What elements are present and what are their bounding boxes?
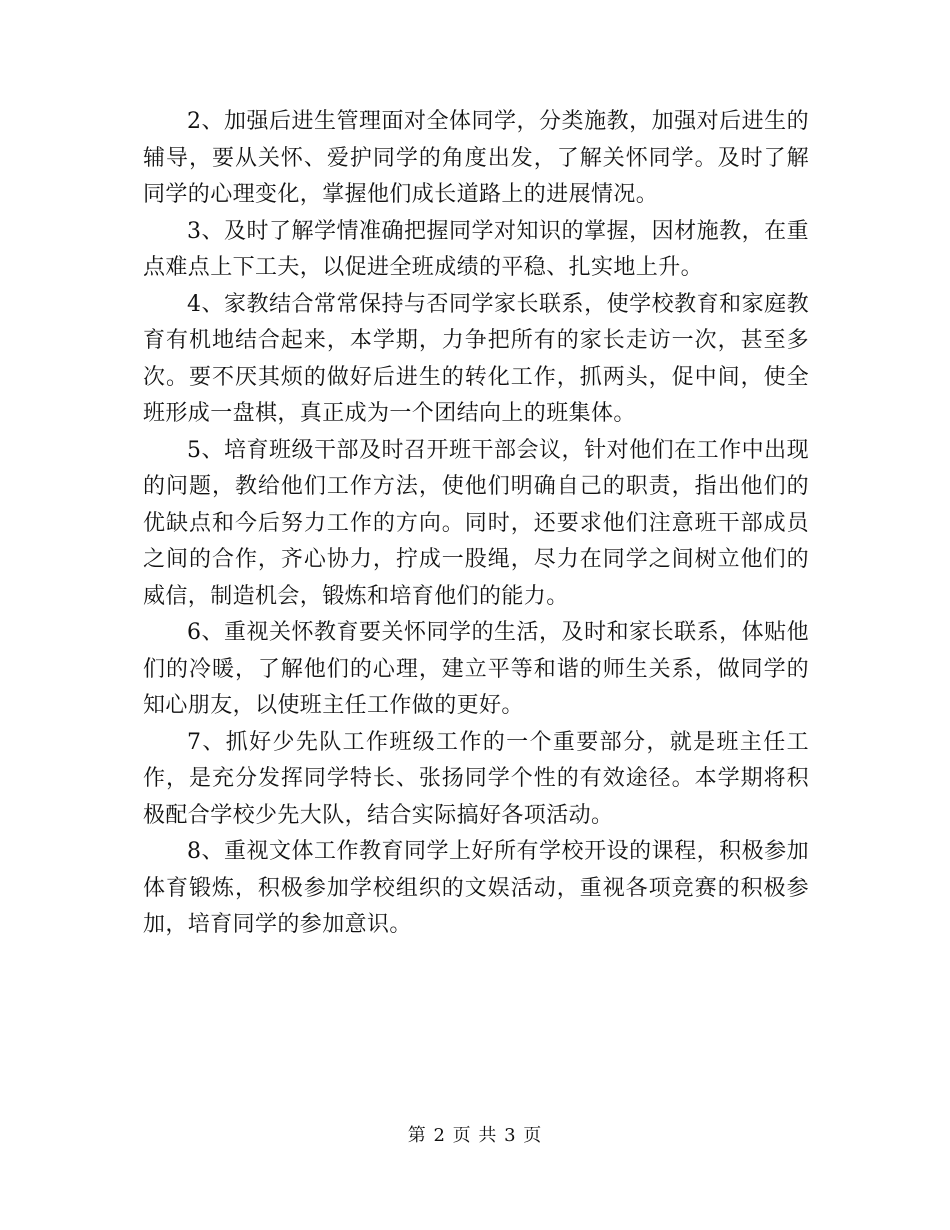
paragraph-item-5: 5、培育班级干部及时召开班干部会议，针对他们在工作中出现的问题，教给他们工作方法，使他们明确自己的职责，指出他们的优缺点和今后努力工作的方向。同时，还要求他们注意班干部成员之间的合作，齐心协力，拧成一股绳，尽力在同学之间树立他们的威信，制造机会，锻炼和培育他们的能力。	[143, 437, 809, 609]
paragraph-item-8: 8、重视文体工作教育同学上好所有学校开设的课程，积极参加体育锻炼，积极参加学校组织的文娱活动，重视各项竞赛的积极参加，培育同学的参加意识。	[143, 839, 809, 937]
document-body	[143, 104, 809, 944]
paragraph-item-4: 4、家教结合常常保持与否同学家长联系，使学校教育和家庭教育有机地结合起来，本学期，力争把所有的家长走访一次，甚至多次。要不厌其烦的做好后进生的转化工作，抓两头，促中间，使全班形成一盘棋，真正成为一个团结向上的班集体。	[143, 291, 809, 426]
paragraph-item-6: 6、重视关怀教育要关怀同学的生活，及时和家长联系，体贴他们的冷暖，了解他们的心理，建立平等和谐的师生关系，做同学的知心朋友，以使班主任工作做的更好。	[143, 620, 809, 718]
paragraph-item-7: 7、抓好少先队工作班级工作的一个重要部分，就是班主任工作，是充分发挥同学特长、张扬同学个性的有效途径。本学期将积极配合学校少先大队，结合实际搞好各项活动。	[143, 729, 809, 828]
paragraph-item-3: 3、及时了解学情准确把握同学对知识的掌握，因材施教，在重点难点上下工夫，以促进全班成绩的平稳、扎实地上升。	[143, 218, 809, 280]
page-number-footer: 第 2 页 共 3 页	[407, 1125, 543, 1146]
paragraph-item-2: 2、加强后进生管理面对全体同学，分类施教，加强对后进生的辅导，要从关怀、爱护同学的角度出发，了解关怀同学。及时了解同学的心理变化，掌握他们成长道路上的进展情况。	[143, 109, 809, 207]
